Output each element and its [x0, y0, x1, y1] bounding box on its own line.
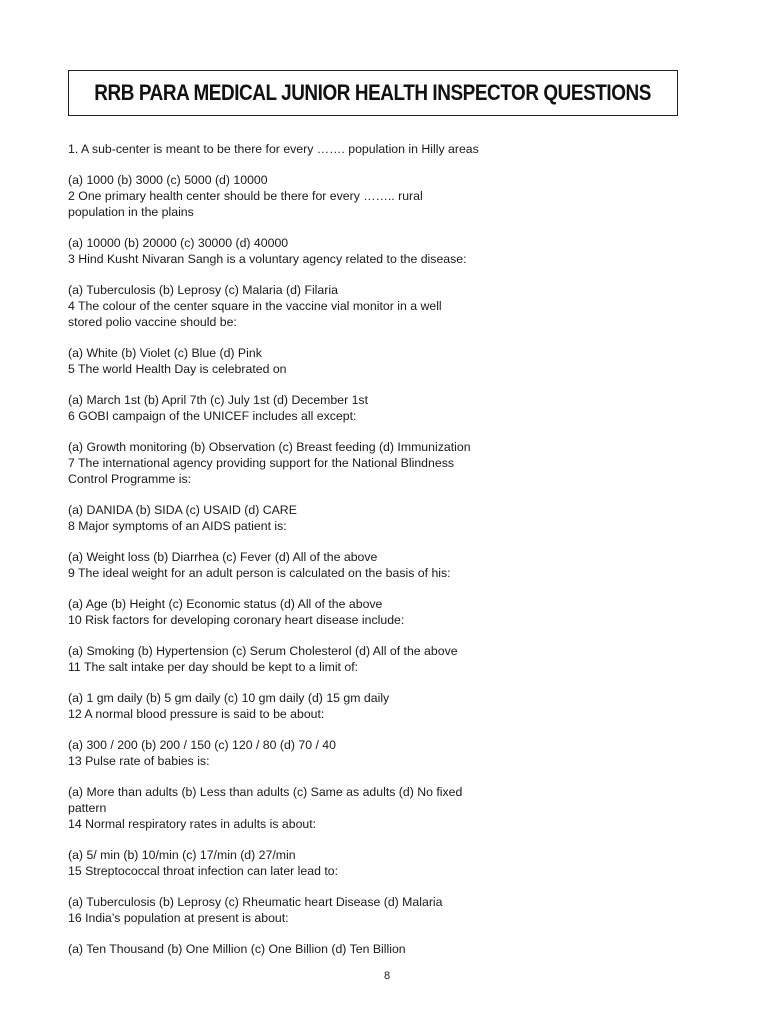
- text-line: 10 Risk factors for developing coronary heart disease include:: [68, 613, 405, 627]
- text-line: (a) Tuberculosis (b) Leprosy (c) Malaria (d) Filaria: [68, 283, 338, 297]
- question-block: [68, 172, 708, 220]
- text-line: (a) Ten Thousand (b) One Million (c) One Billion (d) Ten Billion: [68, 942, 406, 956]
- page-number: 8: [383, 970, 391, 982]
- block-gap: [68, 722, 708, 737]
- text-line: Control Programme is:: [68, 472, 192, 486]
- question-block: [68, 643, 708, 675]
- text-line: (a) Growth monitoring (b) Observation (c) Breast feeding (d) Immunization: [68, 440, 471, 454]
- text-line: (a) More than adults (b) Less than adults (c) Same as adults (d) No fixed: [68, 785, 463, 799]
- question-block: [68, 141, 708, 157]
- text-line: (a) DANIDA (b) SIDA (c) USAID (d) CARE: [68, 503, 297, 517]
- question-block: [68, 392, 708, 424]
- question-block: [68, 439, 708, 487]
- question-block: [68, 549, 708, 581]
- question-block: [68, 847, 708, 879]
- text-line: 2 One primary health center should be there for every …….. rural: [68, 189, 423, 203]
- question-block: [68, 784, 708, 832]
- question-block: [68, 894, 708, 926]
- text-line: 7 The international agency providing support for the National Blindness: [68, 456, 455, 470]
- question-block: [68, 235, 708, 267]
- block-gap: [68, 220, 708, 235]
- block-gap: [68, 267, 708, 282]
- block-gap: [68, 628, 708, 643]
- text-line: 14 Normal respiratory rates in adults is about:: [68, 817, 317, 831]
- question-block: [68, 737, 708, 769]
- text-line: 13 Pulse rate of babies is:: [68, 754, 210, 768]
- text-line: (a) White (b) Violet (c) Blue (d) Pink: [68, 346, 262, 360]
- text-line: population in the plains: [68, 205, 194, 219]
- question-block: [68, 345, 708, 377]
- block-gap: [68, 832, 708, 847]
- question-block: [68, 941, 708, 957]
- text-line: (a) 1000 (b) 3000 (c) 5000 (d) 10000: [68, 173, 268, 187]
- block-gap: [68, 330, 708, 345]
- block-gap: [68, 377, 708, 392]
- text-line: (a) 300 / 200 (b) 200 / 150 (c) 120 / 80 (d) 70 / 40: [68, 738, 336, 752]
- text-line: 8 Major symptoms of an AIDS patient is:: [68, 519, 287, 533]
- text-line: 3 Hind Kusht Nivaran Sangh is a voluntary agency related to the disease:: [68, 252, 467, 266]
- text-line: 11 The salt intake per day should be kept to a limit of:: [68, 660, 359, 674]
- text-line: 5 The world Health Day is celebrated on: [68, 362, 287, 376]
- text-line: stored polio vaccine should be:: [68, 315, 237, 329]
- block-gap: [68, 487, 708, 502]
- block-gap: [68, 769, 708, 784]
- block-gap: [68, 675, 708, 690]
- question-list: [68, 141, 708, 957]
- text-line: (a) Tuberculosis (b) Leprosy (c) Rheumatic heart Disease (d) Malaria: [68, 895, 443, 909]
- text-line: 15 Streptococcal throat infection can later lead to:: [68, 864, 339, 878]
- text-line: 9 The ideal weight for an adult person is calculated on the basis of his:: [68, 566, 451, 580]
- block-gap: [68, 424, 708, 439]
- text-line: (a) March 1st (b) April 7th (c) July 1st (d) December 1st: [68, 393, 368, 407]
- question-block: [68, 502, 708, 534]
- text-line: (a) Age (b) Height (c) Economic status (d) All of the above: [68, 597, 383, 611]
- block-gap: [68, 879, 708, 894]
- text-line: 16 India’s population at present is about:: [68, 911, 289, 925]
- block-gap: [68, 157, 708, 172]
- block-gap: [68, 926, 708, 941]
- text-line: 6 GOBI campaign of the UNICEF includes all except:: [68, 409, 357, 423]
- text-line: (a) 10000 (b) 20000 (c) 30000 (d) 40000: [68, 236, 289, 250]
- text-line: 4 The colour of the center square in the vaccine vial monitor in a well: [68, 299, 442, 313]
- text-line: (a) Weight loss (b) Diarrhea (c) Fever (d) All of the above: [68, 550, 378, 564]
- question-block: [68, 596, 708, 628]
- block-gap: [68, 581, 708, 596]
- page-title: RRB PARA MEDICAL JUNIOR HEALTH INSPECTOR QUESTIONS: [94, 80, 652, 105]
- text-line: 12 A normal blood pressure is said to be about:: [68, 707, 325, 721]
- text-line: pattern: [68, 801, 107, 815]
- text-line: 1. A sub-center is meant to be there for every ……. population in Hilly areas: [68, 142, 479, 156]
- text-line: (a) 1 gm daily (b) 5 gm daily (c) 10 gm daily (d) 15 gm daily: [68, 691, 390, 705]
- block-gap: [68, 534, 708, 549]
- title-box: [68, 70, 678, 116]
- question-block: [68, 690, 708, 722]
- text-line: (a) Smoking (b) Hypertension (c) Serum Cholesterol (d) All of the above: [68, 644, 458, 658]
- text-line: (a) 5/ min (b) 10/min (c) 17/min (d) 27/min: [68, 848, 296, 862]
- question-block: [68, 282, 708, 330]
